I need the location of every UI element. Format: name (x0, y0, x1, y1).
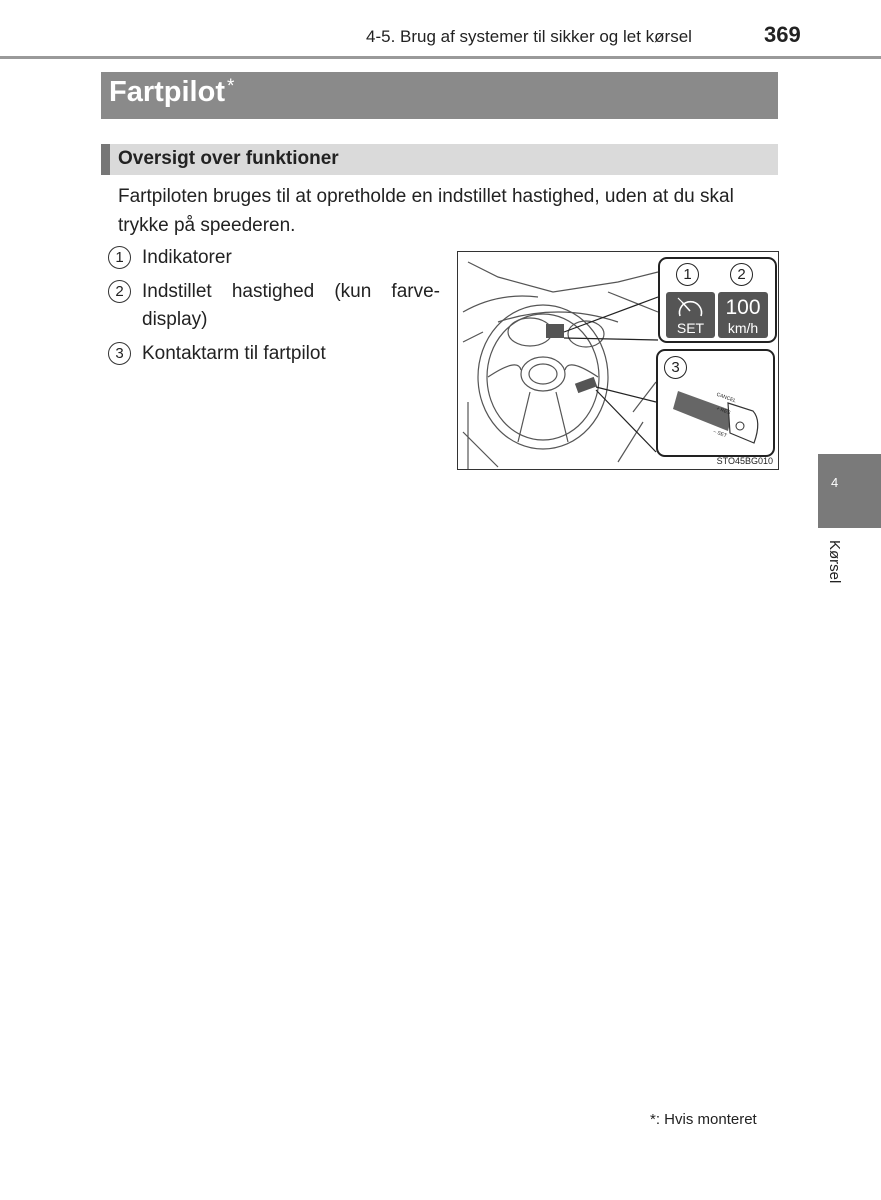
item-text: Kontaktarm til fartpilot (142, 343, 326, 364)
item-text-line2: display) (142, 309, 208, 330)
page-title (109, 76, 234, 109)
list-item (108, 340, 440, 368)
indicator-set-label: SET (676, 320, 705, 336)
page-title-bar (101, 72, 778, 119)
cruise-control-figure (457, 251, 779, 470)
page-title-mark: * (227, 76, 235, 97)
section-heading-bar (101, 144, 778, 175)
footnote-text: : Hvis monteret (655, 1111, 757, 1128)
section-accent (101, 144, 110, 175)
item-text: Indikatorer (142, 247, 232, 268)
page-title-text: Fartpilot (109, 76, 225, 108)
list-item (108, 278, 440, 334)
set-speed-unit: km/h (727, 320, 759, 336)
figure-code: STO45BG010 (716, 456, 773, 466)
lever-label-set: – SET (712, 428, 728, 440)
speedometer-icon (666, 292, 715, 322)
lever-label-cancel: CANCEL (715, 391, 737, 405)
chapter-label: Kørsel (826, 540, 843, 584)
list-item (108, 244, 440, 272)
lever-label-res: + RES (715, 405, 732, 417)
item-text-line1: Indstillet hastighed (kun farve- (142, 281, 440, 302)
cruise-lever-illustration (658, 351, 773, 455)
header-divider (0, 56, 881, 59)
item-number: 2 (108, 280, 131, 303)
intro-paragraph: Fartpiloten bruges til at opretholde en indstillet hastighed, uden at du skal trykke på speederen. (118, 186, 734, 236)
set-speed-value: 100 (725, 296, 761, 319)
page-number: 369 (764, 22, 801, 47)
callout-number: 2 (730, 263, 753, 286)
lever-detail-panel (656, 349, 775, 457)
callout-number: 3 (664, 356, 687, 379)
footnote (650, 1111, 757, 1128)
footnote-mark: * (650, 1111, 656, 1128)
cruise-indicator (666, 292, 715, 338)
item-number: 1 (108, 246, 131, 269)
indicator-detail-panel (658, 257, 777, 343)
callout-number: 1 (676, 263, 699, 286)
chapter-tab (818, 454, 881, 528)
section-heading: Oversigt over funktioner (118, 148, 339, 169)
callout-list (108, 244, 440, 374)
item-number: 3 (108, 342, 131, 365)
set-speed-display (718, 292, 768, 338)
header-title: 4-5. Brug af systemer til sikker og let kørsel (366, 27, 692, 46)
chapter-number: 4 (831, 475, 839, 490)
